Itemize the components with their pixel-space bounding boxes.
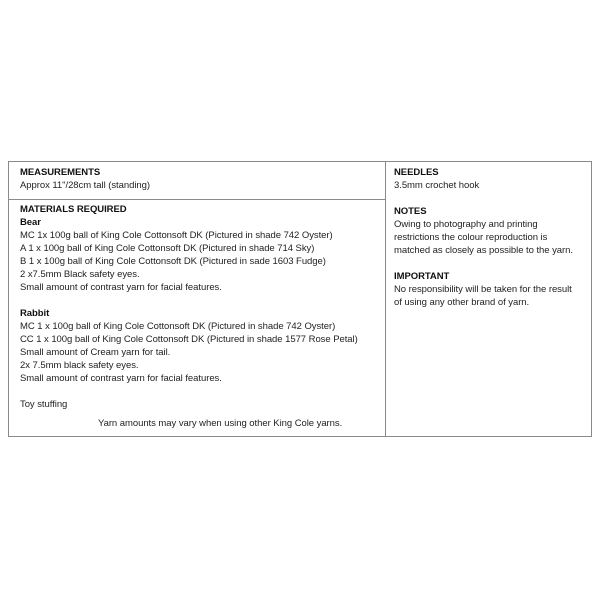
rabbit-material-line: Small amount of Cream yarn for tail. bbox=[20, 347, 171, 358]
notes-heading: NOTES bbox=[394, 206, 427, 217]
blank-line bbox=[394, 257, 585, 270]
blank-line bbox=[20, 294, 383, 307]
bear-material-line: A 1 x 100g ball of King Cole Cottonsoft DK (Pictured in shade 714 Sky) bbox=[20, 243, 315, 254]
important-line: of using any other brand of yarn. bbox=[394, 297, 530, 308]
bear-material-line: B 1 x 100g ball of King Cole Cottonsoft DK (Pictured in sade 1603 Fudge) bbox=[20, 256, 326, 267]
rabbit-material-line: 2x 7.5mm black safety eyes. bbox=[20, 360, 139, 371]
materials-section bbox=[9, 200, 385, 436]
rabbit-material-line: Small amount of contrast yarn for facial features. bbox=[20, 373, 222, 384]
materials-heading: MATERIALS REQUIRED bbox=[20, 204, 127, 215]
important-heading: IMPORTANT bbox=[394, 271, 450, 282]
bear-subheading: Bear bbox=[20, 217, 41, 228]
important-line: No responsibility will be taken for the result bbox=[394, 284, 572, 295]
info-table-right-column bbox=[386, 162, 591, 436]
yarn-amounts-note: Yarn amounts may vary when using other King Cole yarns. bbox=[98, 418, 343, 429]
measurements-value: Approx 11"/28cm tall (standing) bbox=[20, 180, 150, 191]
rabbit-subheading: Rabbit bbox=[20, 308, 50, 319]
bear-material-line: MC 1x 100g ball of King Cole Cottonsoft DK (Pictured in shade 742 Oyster) bbox=[20, 230, 333, 241]
notes-line: matched as closely as possible to the yarn. bbox=[394, 245, 573, 256]
rabbit-material-line: MC 1 x 100g ball of King Cole Cottonsoft DK (Pictured in shade 742 Oyster) bbox=[20, 321, 336, 332]
info-table-left-column bbox=[9, 162, 386, 436]
blank-line bbox=[20, 385, 383, 398]
bear-material-line: 2 x7.5mm Black safety eyes. bbox=[20, 269, 140, 280]
pattern-info-table bbox=[8, 161, 592, 437]
notes-line: Owing to photography and printing bbox=[394, 219, 538, 230]
toy-stuffing-line: Toy stuffing bbox=[20, 399, 68, 410]
needles-heading: NEEDLES bbox=[394, 167, 439, 178]
bear-material-line: Small amount of contrast yarn for facial features. bbox=[20, 282, 222, 293]
rabbit-material-line: CC 1 x 100g ball of King Cole Cottonsoft DK (Pictured in shade 1577 Rose Petal) bbox=[20, 334, 358, 345]
blank-line bbox=[394, 192, 585, 205]
measurements-section bbox=[9, 162, 385, 200]
notes-line: restrictions the colour reproduction is bbox=[394, 232, 548, 243]
needles-value: 3.5mm crochet hook bbox=[394, 180, 480, 191]
measurements-heading: MEASUREMENTS bbox=[20, 167, 101, 178]
